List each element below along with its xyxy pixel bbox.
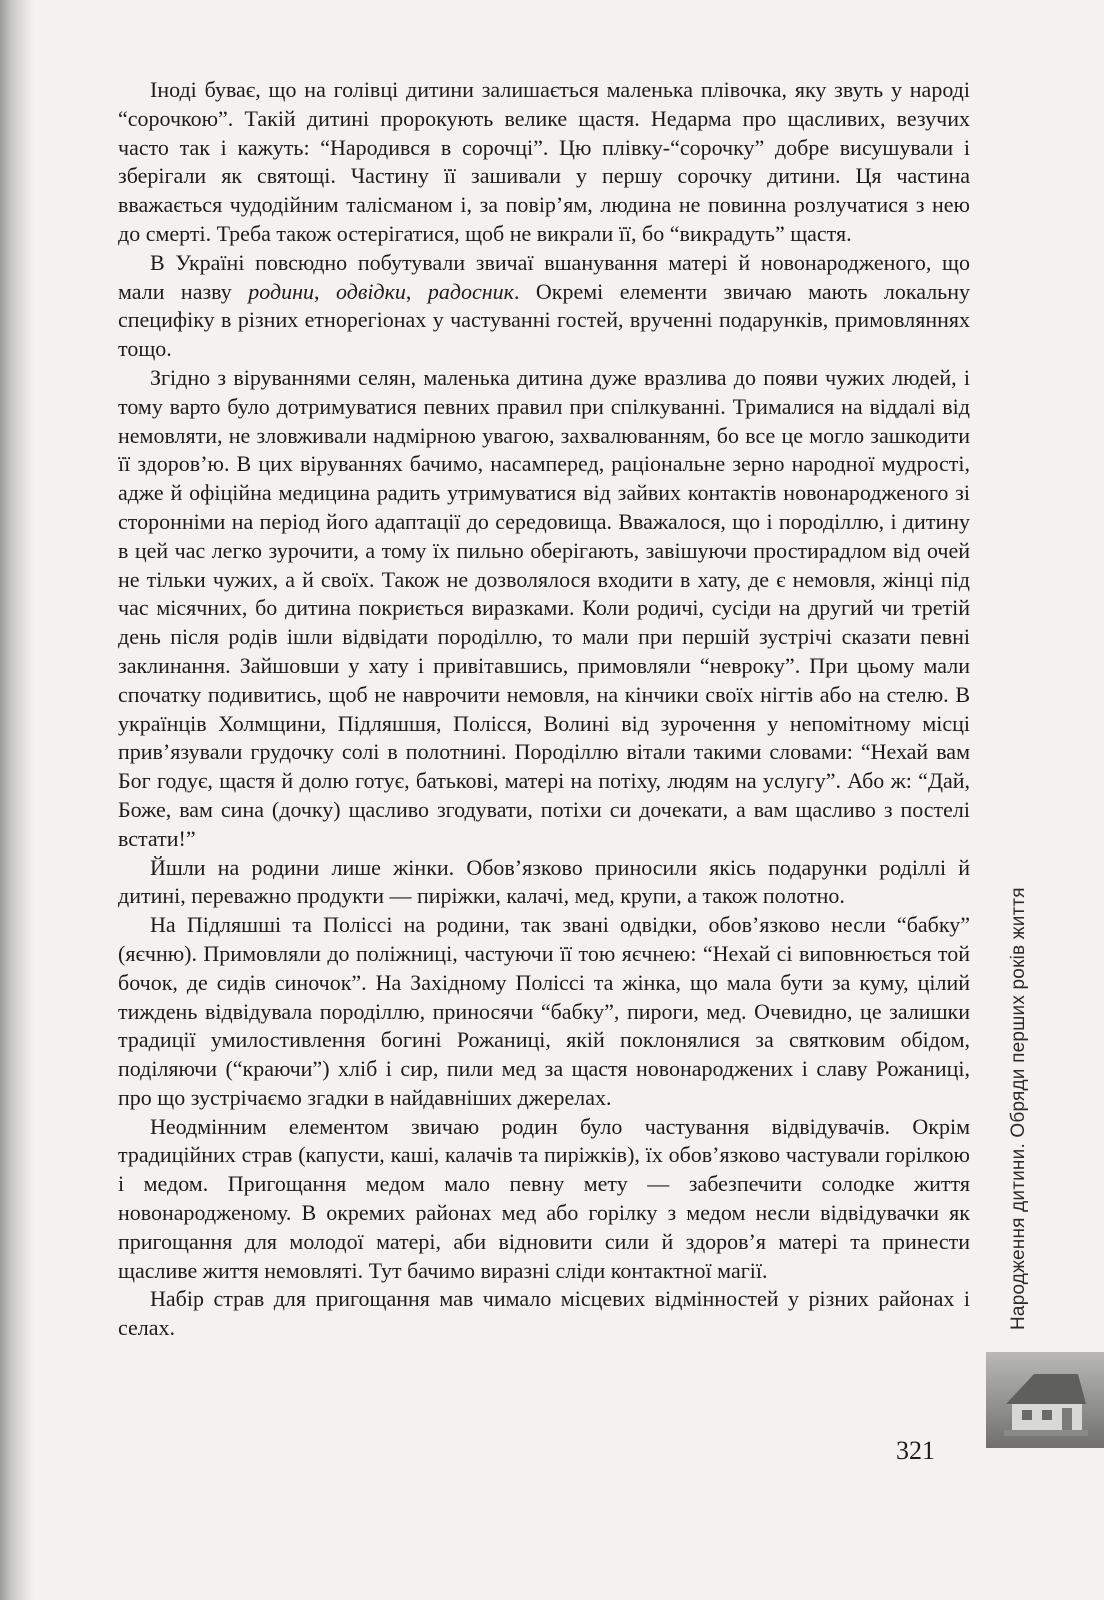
paragraph-text: На Підляшші та Поліссі на родини, так звані одвідки, обов’язково несли “бабку” (яєчню). Примовляли до поліжниці, частуючи її тою яєчнею: “Нехай сі виповнюється той бочок, де сидів синочок”. На Західному Поліссі та жінка, що мала бути за куму, цілий тиждень відвідувала породіллю, приносячи “бабку”, пироги, мед. Очевидно, це залишки традиції умилостивлення богині Рожаниці, якій поклонялися за святковим обідом, поділяючи (“краючи”) хліб і сир, пили мед за щастя новонароджених і славу Рожаниці, про що зустрічаємо згадки в найдавніших джерелах. [118, 912, 970, 1110]
paragraph-text: , [314, 278, 336, 304]
paragraph-text: Згідно з віруваннями селян, маленька дитина дуже вразлива до появи чужих людей, і тому варто було дотримуватися певних правил при спілкуванні. Трималися на віддалі від немовляти, не зловживали надмірною увагою, захвалюванням, бо все це могло зашкодити її здоров’ю. В цих віруваннях бачимо, насамперед, раціональне зерно народної мудрості, адже й офіційна медицина радить утримуватися від зайвих контактів новонародженого зі сторонніми на період його адаптації до середовища. Вважалося, що і породіллю, і дитину в цей час легко зурочити, а тому їх пильно оберігають, завішуючи простирадлом від очей не тільки чужих, а й своїх. Також не дозволялося входити в хату, де є немовля, жінці під час місячних, бо дитина покриється виразками. Коли родичі, сусіди на другий чи третій день після родів ішли відвідати породіллю, то мали при першій зустрічі сказати певні заклинання. Зайшовши у хату і привітавшись, примовляли “невроку”. При цьому мали спочатку подивитись, щоб не наврочити немовля, на кінчики своїх нігтів або на стелю. В українців Холмщини, Підляшшя, Полісся, Волині від зурочення у непомітному місці прив’язували грудочку солі в полотнині. Породіллю вітали такими словами: “Нехай вам Бог годує, щастя й долю готує, батькові, матері на потіху, людям на услугу”. Або ж: “Дай, Боже, вам сина (дочку) щасливо згодувати, потіхи си дочекати, а вам щасливо з постелі встати!” [118, 364, 970, 851]
paragraph-3 [118, 364, 970, 854]
paragraph-5 [118, 911, 970, 1113]
paragraph-6 [118, 1113, 970, 1286]
house-icon [1004, 1366, 1088, 1436]
paragraph-7 [118, 1285, 970, 1343]
paragraph-text: Іноді буває, що на голівці дитини залишається маленька плівочка, яку звуть у народі “сорочкою”. Такій дитині пророкують велике щастя. Недарма про щасливих, везучих часто так і кажуть: “Народився в сорочці”. Цю плівку-“сорочку” добре висушували і зберігали як святощі. Частину її зашивали у першу сорочку дитини. Ця частина вважається чудодійним талісманом і, за повір’ям, людина не повинна розлучатися з нею до смерті. Треба також остерігатися, щоб не викрали її, бо “викрадуть” щастя. [118, 77, 970, 246]
paragraph-text: Йшли на родини лише жінки. Обов’язково приносили якісь подарунки роділлі й дитині, переважно продукти — пиріжки, калачі, мед, крупи, а також полотно. [118, 854, 970, 909]
paragraph-2 [118, 249, 970, 364]
paragraph-text: , [405, 278, 428, 304]
paragraph-4 [118, 854, 970, 912]
running-head: Народження дитини. Обряди перших років життя [1008, 887, 1029, 1330]
paragraph-text: . Окремі елементи звичаю мають локальну специфіку в різних етнорегіонах у частуванні гостей, врученні подарунків, примовляннях тощо. [118, 278, 970, 362]
page-body [118, 76, 970, 1343]
page-number: 321 [896, 1436, 935, 1465]
term-rodyny: родини [248, 278, 315, 304]
paragraph-1 [118, 76, 970, 249]
paragraph-text: В Україні повсюдно побутували звичаї вшанування матері й новонародженого, що мали назву [118, 249, 970, 304]
term-radosnyk: радосник [427, 278, 514, 304]
side-tab [986, 1352, 1104, 1448]
paragraph-text: Набір страв для пригощання мав чимало місцевих відмінностей у різних районах і селах. [118, 1286, 970, 1341]
scan-binding-shadow [0, 0, 34, 1600]
term-odvidky: одвідки [335, 278, 406, 304]
paragraph-text: Неодмінним елементом звичаю родин було частування відвідувачів. Окрім традиційних страв (капусти, каші, калачів та пиріжків), їх обов’язково частували горілкою і медом. Пригощання медом мало певну мету — забезпечити солодке життя новонародженому. В окремих районах мед або горілку з медом несли відвідувачки як пригощання для молодої матері, аби відновити сили й здоров’я матері та принести щасливе життя немовляті. Тут бачимо виразні сліди контактної магії. [118, 1113, 970, 1283]
